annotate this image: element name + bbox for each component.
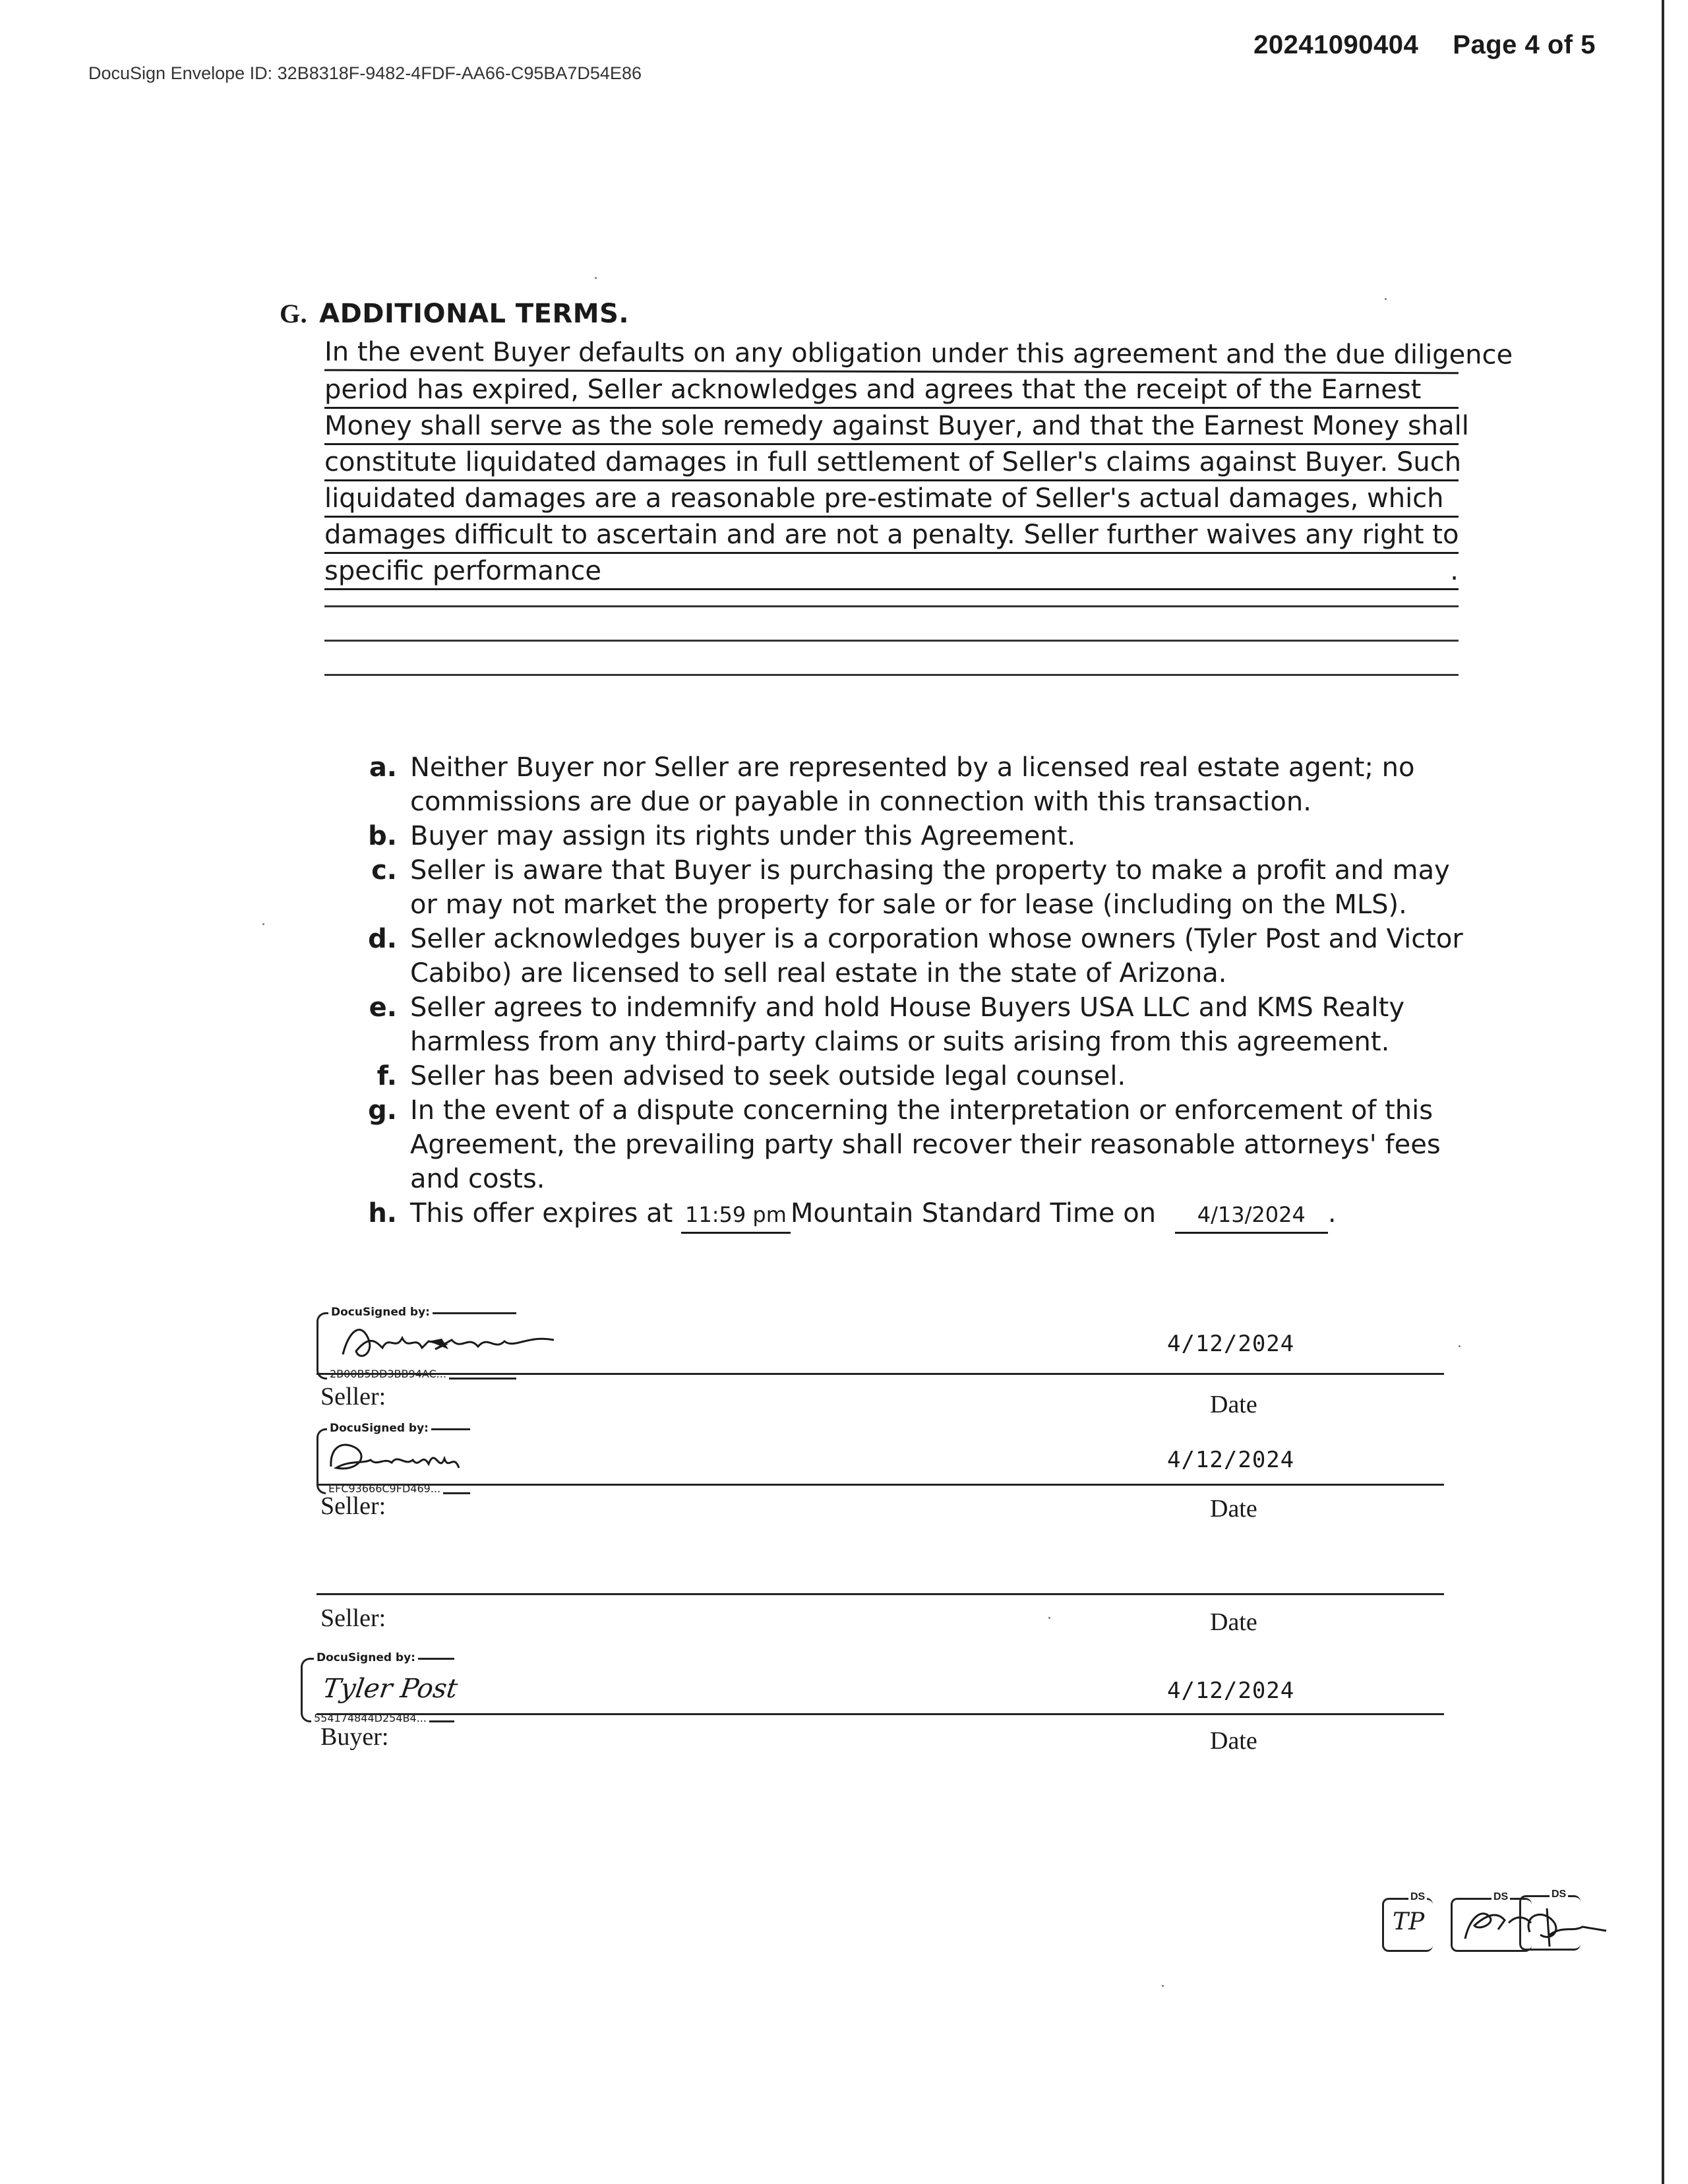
scan-speck <box>1162 1985 1164 1987</box>
section-heading <box>280 298 629 329</box>
list-item <box>356 853 1477 922</box>
expiry-suffix: . <box>1327 1198 1337 1228</box>
date-label: Date <box>1210 1727 1257 1755</box>
signature-role-label: Seller: <box>320 1492 386 1520</box>
buyer-signature-text[interactable]: Tyler Post <box>320 1674 460 1704</box>
initial-ds-label: DS <box>1550 1889 1568 1900</box>
item-text: Buyer may assign its rights under this Agreement. <box>410 821 1076 851</box>
blank-fill-line <box>324 605 1459 607</box>
expiry-time-field[interactable]: 11:59 pm <box>681 1198 791 1234</box>
list-item <box>356 990 1477 1059</box>
terms-trailing-period: . <box>1450 556 1459 586</box>
item-letter: h. <box>368 1198 397 1228</box>
date-label: Date <box>1210 1608 1257 1636</box>
terms-line: Money shall serve as the sole remedy against Buyer, and that the Earnest Money shall <box>324 409 1459 445</box>
document-number: 20241090404 <box>1253 30 1419 59</box>
item-text: Seller has been advised to seek outside legal counsel. <box>410 1061 1126 1091</box>
signature-line <box>316 1484 1444 1486</box>
signature-row-seller-3 <box>316 1569 1444 1642</box>
signature-line <box>316 1713 1444 1715</box>
seller-2-signature-image[interactable] <box>323 1434 475 1482</box>
signature-row-buyer <box>316 1651 1444 1763</box>
list-item <box>356 1093 1477 1196</box>
docusign-label: DocuSigned by: <box>314 1651 418 1664</box>
signature-role-label: Seller: <box>320 1604 386 1632</box>
docusign-hash: 2B00B5DD3BB94AC... <box>327 1368 449 1380</box>
additional-terms-text <box>324 336 1513 590</box>
section-number: G. <box>280 299 308 328</box>
list-item-expiry <box>356 1196 1477 1234</box>
item-text: Seller agrees to indemnify and hold House Buyers USA LLC and KMS Realty harmless from any third-party claims or suits arising from this agreement. <box>410 992 1405 1057</box>
docusign-hash: 554174844D254B4... <box>311 1712 429 1724</box>
terms-line: period has expired, Seller acknowledges and agrees that the receipt of the Earnest <box>324 373 1459 409</box>
initial-ds-label: DS <box>1408 1891 1427 1903</box>
terms-list <box>356 750 1477 1234</box>
list-item <box>356 1059 1477 1093</box>
item-text: Seller is aware that Buyer is purchasing the property to make a profit and may or may not market the property for sale or for lease (including on the MLS). <box>410 855 1450 920</box>
initial-box-buyer[interactable] <box>1382 1891 1435 1951</box>
expiry-middle: Mountain Standard Time on <box>790 1198 1157 1228</box>
scan-speck <box>595 277 597 279</box>
docusign-label: DocuSigned by: <box>327 1422 431 1435</box>
signature-role-label: Buyer: <box>320 1723 389 1751</box>
blank-fill-line <box>324 640 1459 642</box>
list-item <box>356 750 1477 819</box>
seller-1-signature-image[interactable] <box>330 1315 567 1374</box>
docusign-envelope-id: DocuSign Envelope ID: 32B8318F-9482-4FDF-AA66-C95BA7D54E86 <box>88 63 642 83</box>
date-label: Date <box>1210 1391 1257 1418</box>
initial-box-seller[interactable] <box>1451 1889 1609 1955</box>
terms-line: In the event Buyer defaults on any obligation under this agreement and the due diligence <box>324 335 1459 375</box>
blank-fill-line <box>324 674 1459 676</box>
list-item <box>356 819 1477 853</box>
docusign-label: DocuSigned by: <box>328 1306 433 1319</box>
scan-speck <box>262 923 264 925</box>
date-label: Date <box>1210 1495 1257 1523</box>
list-item <box>356 922 1477 990</box>
page-indicator: Page 4 of 5 <box>1453 30 1596 59</box>
terms-last-line-text: specific performance <box>324 556 602 586</box>
initial-text: TP <box>1393 1908 1425 1935</box>
signature-row-seller-1 <box>316 1306 1444 1418</box>
item-text: Neither Buyer nor Seller are represented by a licensed real estate agent; no commissions are due or payable in connection with this transaction. <box>410 752 1415 817</box>
terms-line: damages difficult to ascertain and are not a penalty. Seller further waives any right to <box>324 518 1459 554</box>
signature-date-value: 4/12/2024 <box>1167 1331 1295 1357</box>
docusign-hash: EFC93666C9FD469... <box>326 1482 443 1495</box>
signature-date-value: 4/12/2024 <box>1167 1447 1295 1473</box>
item-letter: b. <box>368 821 397 851</box>
terms-line: constitute liquidated damages in full settlement of Seller's claims against Buyer. Such <box>324 445 1459 481</box>
item-letter: f. <box>377 1061 397 1091</box>
scan-speck <box>1385 298 1387 300</box>
seller-initials-image <box>1451 1889 1609 1955</box>
section-title: ADDITIONAL TERMS. <box>319 299 630 329</box>
item-letter: e. <box>369 992 397 1023</box>
scan-speck <box>1459 1345 1461 1347</box>
scan-edge-divider <box>1662 0 1664 2184</box>
signature-date-value: 4/12/2024 <box>1167 1678 1295 1704</box>
item-text: Seller acknowledges buyer is a corporation whose owners (Tyler Post and Victor Cabibo) are licensed to sell real estate in the state of Arizona. <box>410 924 1463 988</box>
item-letter: a. <box>369 752 397 783</box>
expiry-prefix: This offer expires at <box>410 1198 673 1228</box>
signature-row-seller-2 <box>316 1422 1444 1527</box>
signature-line <box>316 1373 1444 1375</box>
initial-ds-label: DS <box>1492 1891 1510 1903</box>
item-letter: g. <box>368 1095 397 1126</box>
signature-role-label: Seller: <box>320 1383 386 1410</box>
signature-line[interactable] <box>316 1593 1444 1595</box>
item-letter: c. <box>371 855 397 886</box>
item-text: In the event of a dispute concerning the interpretation or enforcement of this Agreement, the prevailing party shall recover their reasonable attorneys' fees and costs. <box>410 1095 1441 1194</box>
document-reference <box>1253 30 1596 60</box>
terms-line: liquidated damages are a reasonable pre-estimate of Seller's actual damages, which <box>324 481 1459 518</box>
terms-line <box>324 554 1459 590</box>
expiry-date-field[interactable]: 4/13/2024 <box>1175 1198 1328 1234</box>
item-letter: d. <box>368 924 397 954</box>
